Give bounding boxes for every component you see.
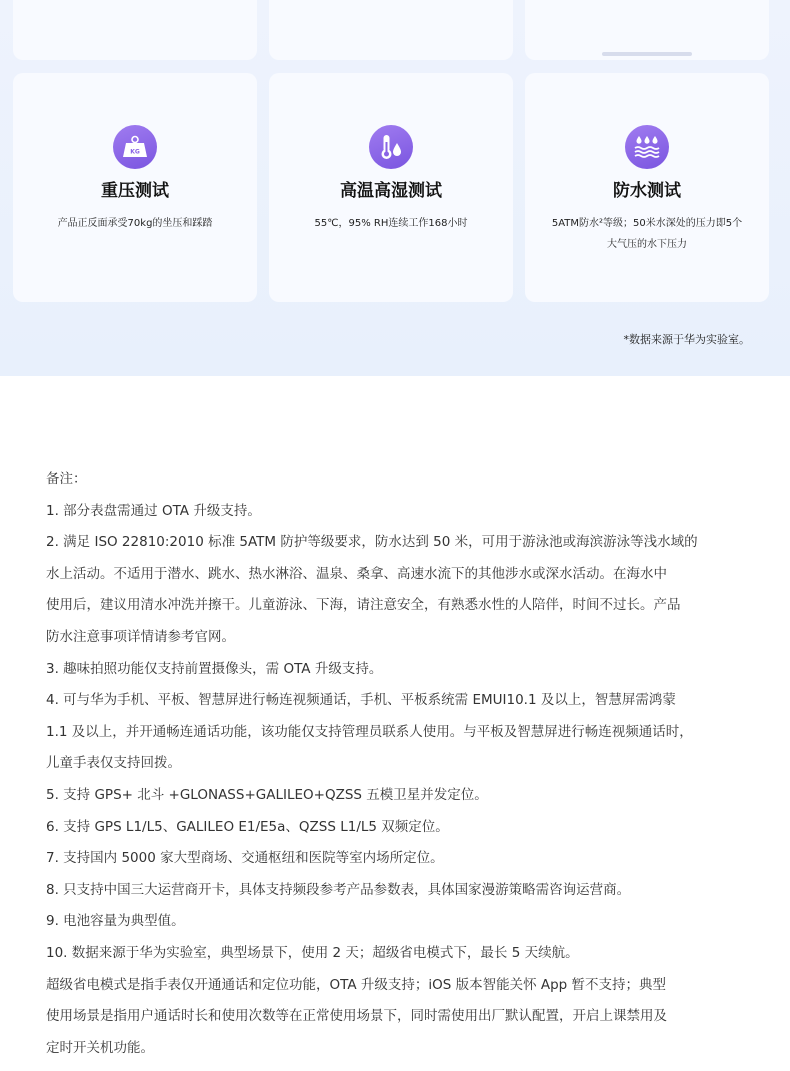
note-line: 定时开关机功能。 xyxy=(46,1039,154,1056)
note-line: 6. 支持 GPS L1/L5、GALILEO E1/E5a、QZSS L1/L5 双频定位。 xyxy=(46,818,449,835)
card-desc-line: 大气压的水下压力 xyxy=(607,239,687,250)
card-title: 高温高湿测试 xyxy=(340,181,442,201)
note-line: 10. 数据来源于华为实验室，典型场景下，使用 2 天；超级省电模式下，最长 5 天续航。 xyxy=(46,944,579,961)
weight-badge: KG xyxy=(130,148,140,156)
note-line: 3. 趣味拍照功能仅支持前置摄像头，需 OTA 升级支持。 xyxy=(46,660,383,677)
pressure-test-card xyxy=(13,73,257,302)
note-line: 儿童手表仅支持回拨。 xyxy=(46,755,181,772)
card-title: 重压测试 xyxy=(101,181,169,201)
note-line: 防水注意事项详情请参考官网。 xyxy=(46,628,235,645)
card-partial-text xyxy=(525,52,769,58)
water-drops-icon xyxy=(625,125,669,169)
note-line: 7. 支持国内 5000 家大型商场、交通枢纽和医院等室内场所定位。 xyxy=(46,850,444,867)
card-desc: 55℃，95% RH连续工作168小时 xyxy=(314,218,468,229)
waterproof-test-card xyxy=(525,73,769,302)
note-line: 2. 满足 ISO 22810:2010 标准 5ATM 防护等级要求，防水达到 50 米，可用于游泳池或海滨游泳等浅水域的 xyxy=(46,534,698,551)
note-line: 4. 可与华为手机、平板、智慧屏进行畅连视频通话，手机、平板系统需 EMUI10.1 及以上，智慧屏需鸿蒙 xyxy=(46,692,676,709)
note-line: 1. 部分表盘需通过 OTA 升级支持。 xyxy=(46,502,261,519)
card-partial-3 xyxy=(525,0,769,60)
note-line: 使用后，建议用清水冲洗并擦干。儿童游泳、下海，请注意安全，有熟悉水性的人陪伴，时间不过长。产品 xyxy=(46,597,681,614)
note-line: 水上活动。不适用于潜水、跳水、热水淋浴、温泉、桑拿、高速水流下的其他涉水或深水活动。在海水中 xyxy=(46,565,667,582)
notes-section xyxy=(46,464,756,1064)
heat-humidity-test-card xyxy=(269,73,513,302)
card-desc-line: 5ATM防水²等级；50米水深处的压力即5个 xyxy=(551,218,743,229)
weight-kg-icon xyxy=(113,125,157,169)
card-partial-1 xyxy=(13,0,257,60)
card-title: 防水测试 xyxy=(613,181,681,201)
note-line: 8. 只支持中国三大运营商开卡，具体支持频段参考产品参数表，具体国家漫游策略需咨询运营商。 xyxy=(46,881,631,898)
card-partial-2 xyxy=(269,0,513,60)
notes-heading: 备注： xyxy=(46,471,87,487)
note-line: 5. 支持 GPS+ 北斗 +GLONASS+GALILEO+QZSS 五模卫星并发定位。 xyxy=(46,786,488,803)
note-line: 使用场景是指用户通话时长和使用次数等在正常使用场景下，同时需使用出厂默认配置，开启上课禁用及 xyxy=(46,1008,667,1025)
card-desc: 产品正反面承受70kg的坐压和踩踏 xyxy=(57,218,213,229)
note-line: 9. 电池容量为典型值。 xyxy=(46,913,185,930)
note-line: 1.1 及以上，并开通畅连通话功能，该功能仅支持管理员联系人使用。与平板及智慧屏进行畅连视频通话时， xyxy=(46,723,693,740)
test-section xyxy=(0,0,790,376)
data-source-footnote: *数据来源于华为实验室。 xyxy=(623,333,750,346)
note-line: 超级省电模式是指手表仅开通通话和定位功能，OTA 升级支持；iOS 版本智能关怀 App 暂不支持；典型 xyxy=(46,976,667,993)
thermometer-humidity-icon xyxy=(369,125,413,169)
card-desc xyxy=(539,213,755,255)
